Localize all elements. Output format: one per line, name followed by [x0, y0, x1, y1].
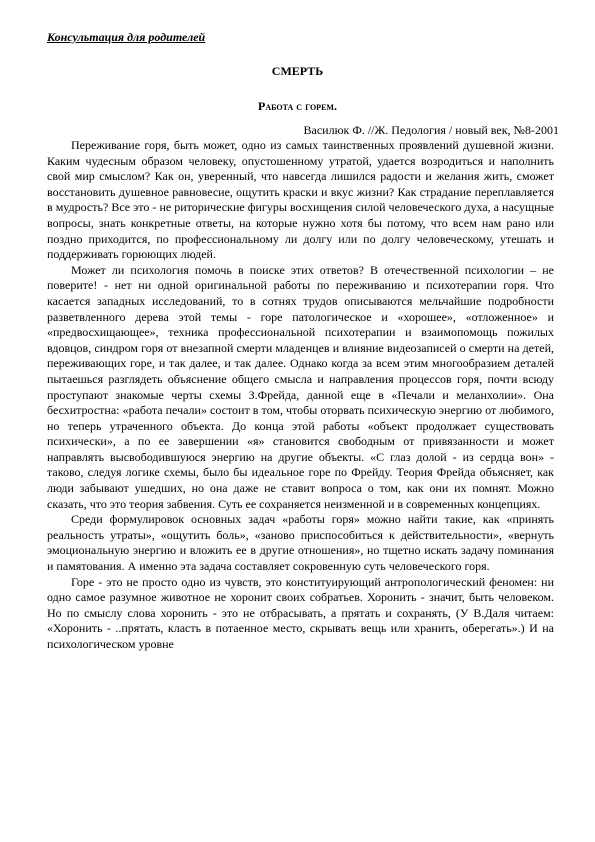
document-subtitle: Работа с горем. [258, 99, 337, 113]
consultation-header: Консультация для родителей [47, 30, 206, 44]
document-title: СМЕРТЬ [271, 64, 324, 78]
paragraph: Переживание горя, быть может, одно из самых таинственных проявлений душевной жизни. Каким чудесным образом человеку, опустошенному утратой, удается возродиться и наполнить свой мир смыслом? Как он, уверенный, что навсегда лишился радости и желания жить, сможет восстановить душевное равновесие, ощутить краски и вкус жизни? Как страдание переплавляется в мудрость? Все это - не риторические фигуры восхищения силой человеческого духа, а насущные вопросы, знать конкретные ответы, на которые нужно хотя бы потому, что всем нам рано или поздно приходится, по профессиональному ли долгу или по долгу человеческому, утешать и поддерживать горюющих людей. [47, 138, 554, 262]
source-citation: Василюк Ф. //Ж. Педология / новый век, №8-2001 [303, 123, 559, 137]
paragraph: Среди формулировок основных задач «работы горя» можно найти такие, как «принять реальность утраты», «ощутить боль», «заново приспособиться к действительности», «вернуть эмоциональную энергию и вложить ее в другие отношения», но тщетно искать задачу поминания и памятования. А именно эта задача составляет сокровенную суть человеческого горя. [47, 512, 554, 574]
article-body [47, 138, 554, 653]
paragraph: Горе - это не просто одно из чувств, это конституирующий антропологический феномен: ни одно самое разумное животное не хоронит своих собратьев. Хоронить - значит, быть человеком. Но по смыслу слова хоронить - это не отбрасывать, а прятать и сохранять, (У В.Даля читаем: «Хоронить - ..прятать, класть в потаенное место, скрывать вещь или хранить, оберегать».) И на психологическом уровне [47, 574, 554, 651]
paragraph: Может ли психология помочь в поиске этих ответов? В отечественной психологии – не поверите! - нет ни одной оригинальной работы по переживанию и психотерапии горя. Что касается западных исследований, то в сотнях трудов описываются мельчайшие подробности разветвленного дерева этой темы - горе патологическое и «хорошее», «отложенное» и «предвосхищающее», техника профессиональной психотерапии и взаимопомощь пожилых вдовцов, синдром горя от внезапной смерти младенцев и влияние видеозаписей о смерти на детей, переживающих горе, и так далее, и так далее. Однако когда за всем этим многообразием деталей пытаешься разглядеть объяснение общего смысла и направления процессов горя, почти всюду проступают знакомые черты схемы З.Фрейда, данной еще в «Печали и меланхолии». Она бесхитростна: «работа печали» состоит в том, чтобы оторвать психическую энергию от любимого, но теперь утраченного объекта. До конца этой работы «объект продолжает существовать психически», а по ее завершении «я» становится свободным от привязанности и может направлять высвободившуюся энергию на другие объекты. «С глаз долой - из сердца вон» - таково, следуя логике схемы, было бы идеальное горе по Фрейду. Теория Фрейда объясняет, как люди забывают ушедших, но она даже не ставит вопроса о том, как они их помнят. Можно сказать, что это теория забвения. Суть ее сохраняется неизменной и в современных концепциях. [47, 262, 554, 511]
